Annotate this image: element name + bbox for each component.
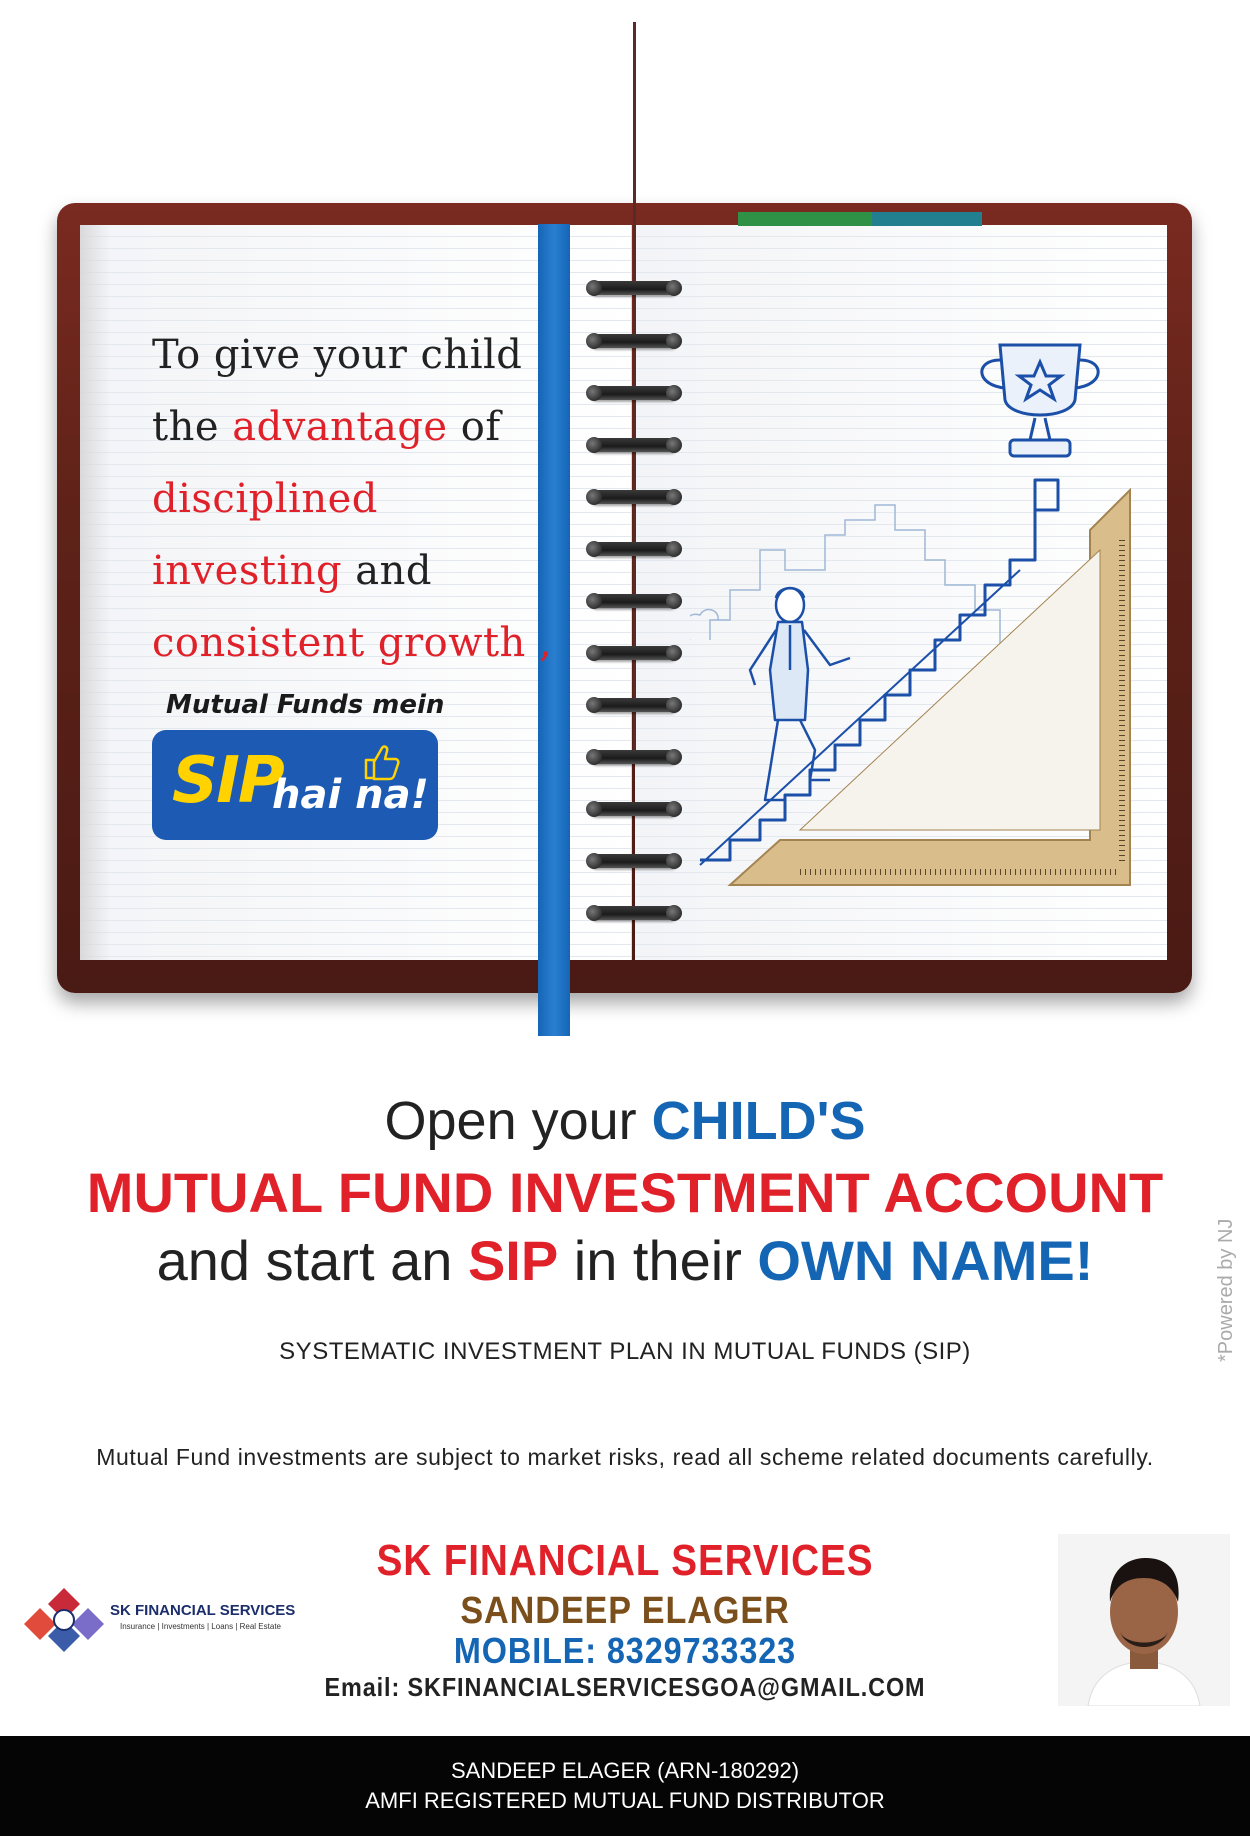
company-name: SK FINANCIAL SERVICES xyxy=(376,1536,874,1585)
handwritten-line-4: investing and xyxy=(152,548,433,594)
logo-company-name: SK FINANCIAL SERVICES xyxy=(110,1602,296,1619)
handwritten-line-2: the advantage of xyxy=(152,404,501,450)
hai-na-badge-text: hai na! xyxy=(272,772,429,818)
sip-badge-text: SIP xyxy=(172,744,283,818)
sip-hai-na-badge xyxy=(152,730,438,840)
footer-arn: SANDEEP ELAGER (ARN-180292) xyxy=(450,1758,800,1783)
career-growth-illustration xyxy=(690,340,1150,900)
mutual-funds-mein-label: Mutual Funds mein xyxy=(166,690,445,720)
footer-bar xyxy=(0,1736,1250,1836)
spiral-ring xyxy=(590,281,678,295)
advisor-photo xyxy=(1058,1534,1230,1706)
spiral-ring xyxy=(590,802,678,816)
spiral-ring xyxy=(590,438,678,452)
bookmark-tab-teal xyxy=(872,212,982,226)
spiral-ring xyxy=(590,698,678,712)
spiral-ring xyxy=(590,594,678,608)
footer-amfi: AMFI REGISTERED MUTUAL FUND DISTRIBUTOR xyxy=(365,1788,885,1813)
mobile-number: MOBILE: 8329733323 xyxy=(453,1630,797,1671)
headline-line-1: Open your CHILD'S xyxy=(384,1091,866,1151)
spiral-ring xyxy=(590,854,678,868)
spiral-ring xyxy=(590,646,678,660)
spiral-ring xyxy=(590,906,678,920)
spiral-ring xyxy=(590,542,678,556)
bookmark-tab-green xyxy=(738,212,873,226)
contact-person-name: SANDEEP ELAGER xyxy=(460,1590,790,1632)
spiral-ring xyxy=(590,490,678,504)
handwritten-line-5: consistent growth , xyxy=(152,620,553,666)
person-avatar-icon xyxy=(1058,1534,1230,1706)
email-address: Email: SKFINANCIALSERVICESGOA@GMAIL.COM xyxy=(324,1672,926,1702)
handwritten-line-3: disciplined xyxy=(152,476,378,522)
trophy-icon xyxy=(982,345,1098,456)
spiral-ring xyxy=(590,750,678,764)
spiral-ring xyxy=(590,386,678,400)
market-risk-disclaimer: Mutual Fund investments are subject to market risks, read all scheme related documents carefully. xyxy=(96,1444,1154,1470)
handwritten-line-1: To give your child xyxy=(152,332,523,378)
thumbs-up-icon xyxy=(360,742,404,782)
headline-line-3: and start an SIP in their OWN NAME! xyxy=(156,1229,1094,1292)
logo-tagline: Insurance | Investments | Loans | Real Estate xyxy=(120,1622,281,1631)
sip-subtitle: SYSTEMATIC INVESTMENT PLAN IN MUTUAL FUNDS (SIP) xyxy=(279,1338,971,1365)
powered-by-label: *Powered by NJ xyxy=(1215,1218,1237,1362)
headline-line-2: MUTUAL FUND INVESTMENT ACCOUNT xyxy=(86,1161,1164,1224)
spiral-ring xyxy=(590,334,678,348)
